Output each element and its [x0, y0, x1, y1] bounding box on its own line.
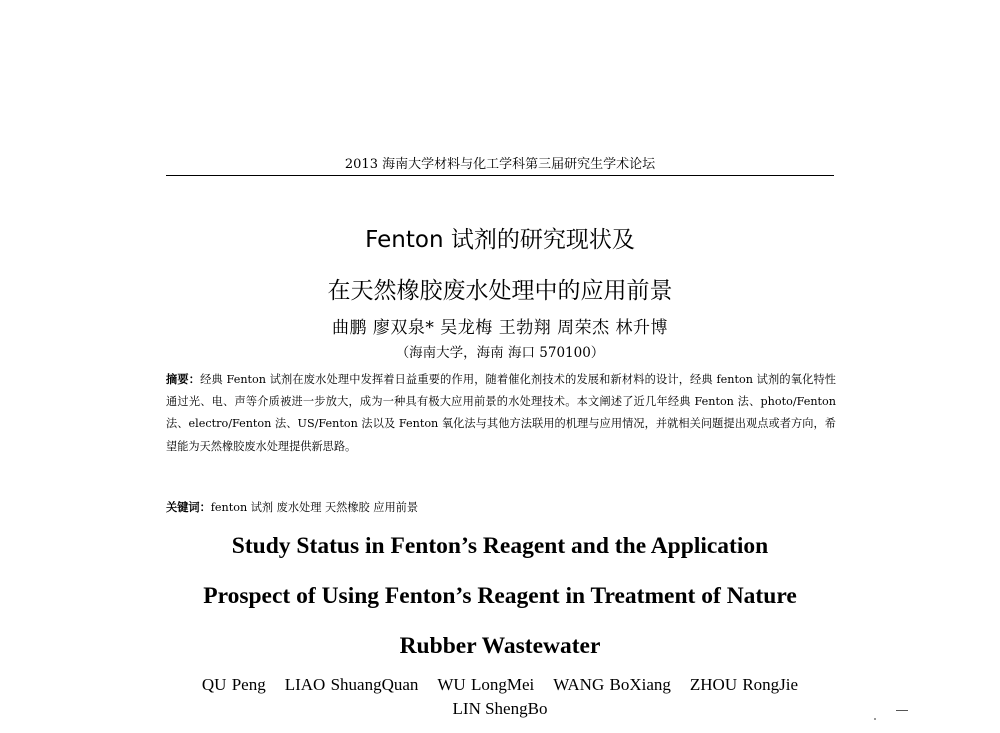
chinese-keywords	[166, 497, 836, 518]
scan-edge-mark	[896, 710, 908, 711]
keywords-text: fenton 试剂 废水处理 天然橡胶 应用前景	[210, 501, 419, 514]
english-author-last: LIN ShengBo	[452, 699, 548, 718]
english-author: WU LongMei	[437, 675, 535, 694]
keywords-label: 关键词：	[166, 500, 211, 514]
conference-header: 2013 海南大学材料与化工学科第三届研究生学术论坛	[166, 157, 834, 176]
abstract-text: 经典 Fenton 试剂在废水处理中发挥着日益重要的作用，随着催化剂技术的发展和新材料的设计，经典 fenton 试剂的氧化特性通过光、电、声等介质被进一步放大，成为一种具有极大应用前景的水处理技术。本文阐述了近几年经典 Fenton 法、photo/Fenton 法、electro/Fenton 法、US/Fenton 法以及 Fenton 氧化法与其他方法联用的机理与应用情况，并就相关问题提出观点或者方向，希望能为天然橡胶废水处理提供新思路。	[166, 373, 836, 453]
chinese-affiliation: （海南大学，海南 海口 570100）	[395, 345, 605, 361]
english-title-line-3: Rubber Wastewater	[399, 633, 601, 659]
scan-speck	[874, 718, 876, 720]
english-title-line-1: Study Status in Fenton’s Reagent and the Application	[231, 533, 769, 559]
abstract-label: 摘要：	[166, 372, 201, 386]
english-author: WANG BoXiang	[553, 675, 671, 694]
english-author: ZHOU RongJie	[689, 675, 799, 694]
chinese-title-line-1: Fenton 试剂的研究现状及	[365, 227, 635, 253]
english-authors	[166, 674, 834, 696]
english-title-line-2: Prospect of Using Fenton’s Reagent in Treatment of Nature	[203, 583, 797, 609]
chinese-title-line-2: 在天然橡胶废水处理中的应用前景	[327, 278, 673, 304]
english-author: QU Peng	[201, 675, 266, 694]
english-author: LIAO ShuangQuan	[284, 675, 419, 694]
chinese-authors: 曲鹏 廖双泉* 吴龙梅 王勃翔 周荣杰 林升博	[331, 318, 669, 338]
chinese-abstract	[166, 368, 836, 458]
